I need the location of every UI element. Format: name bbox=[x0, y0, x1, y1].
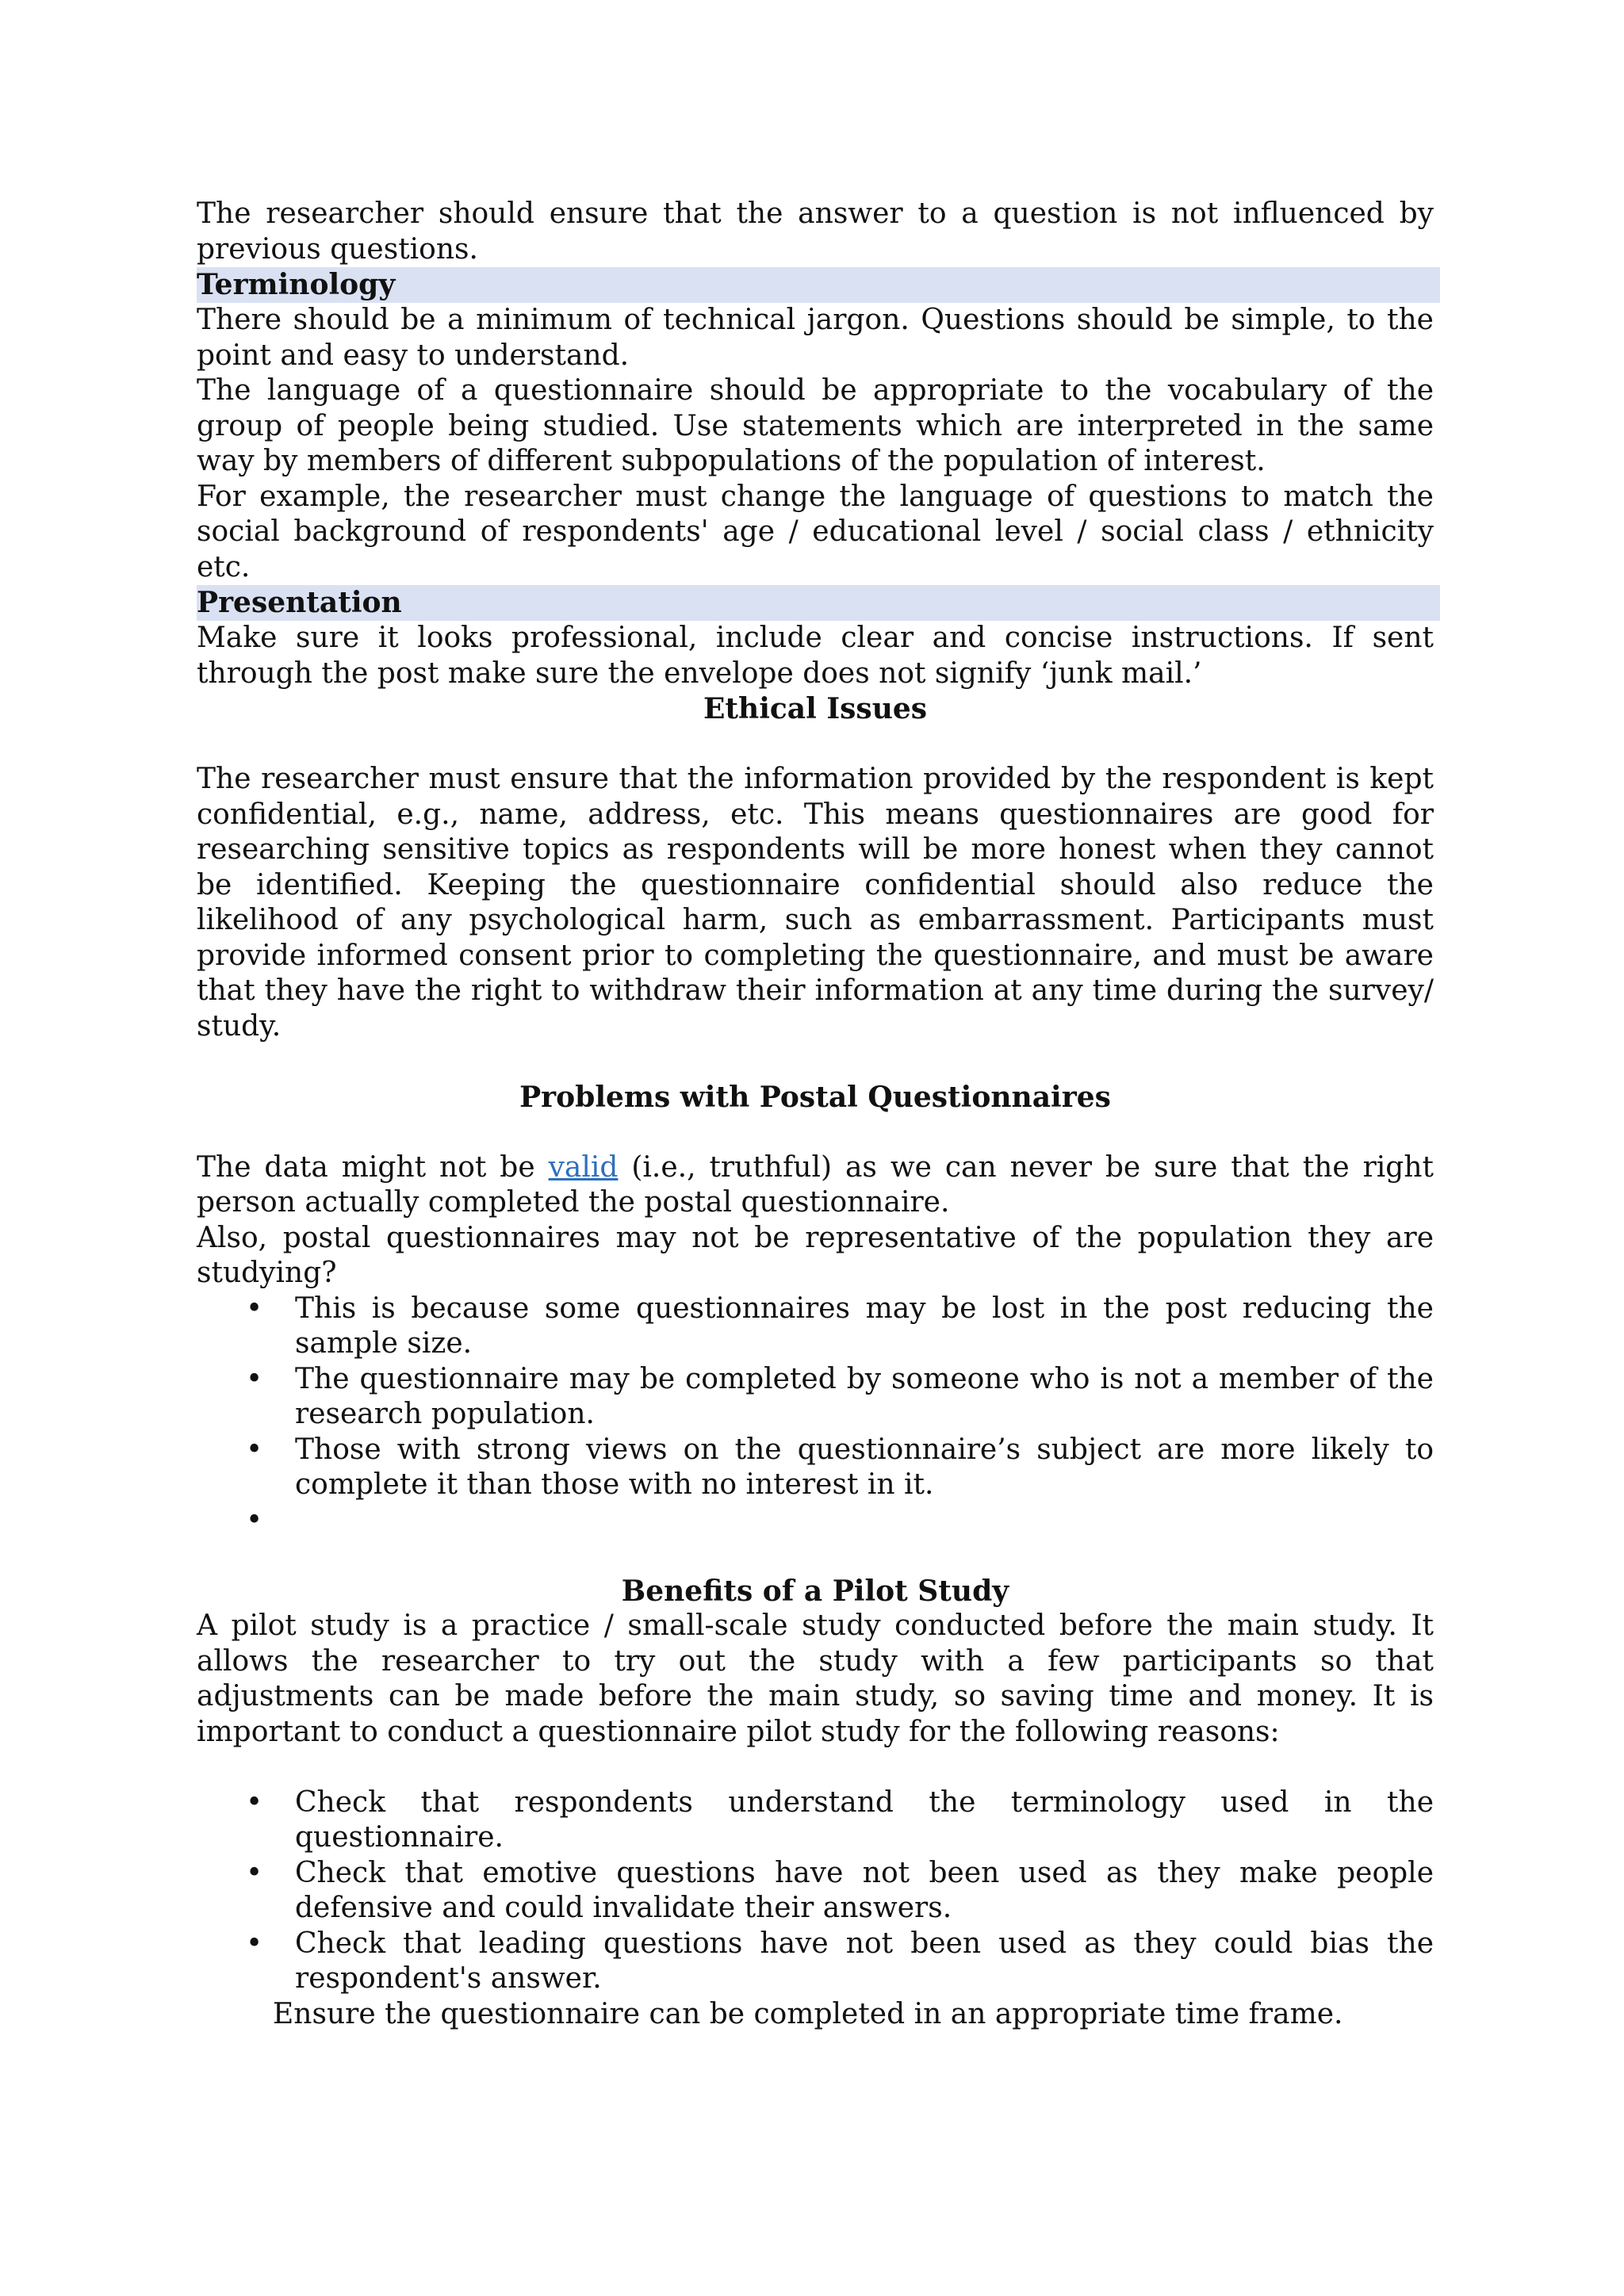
pilot-closing-line: Ensure the questionnaire can be completed in an appropriate time frame. bbox=[273, 1997, 1343, 2030]
postal-paragraph-1: The data might not be valid (i.e., truthful) as we can never be sure that the right person actually completed the postal questionnaire. bbox=[197, 1150, 1434, 1219]
presentation-paragraph: Make sure it looks professional, include clear and concise instructions. If sent through the post make sure the envelope does not signify ‘junk mail.’ bbox=[197, 622, 1434, 690]
list-item: • The questionnaire may be completed by someone who is not a member of the research population. bbox=[295, 1362, 1434, 1433]
valid-link[interactable]: valid bbox=[548, 1150, 619, 1184]
terminology-paragraph-2: The language of a questionnaire should be appropriate to the vocabulary of the group of people being studied. Use statements which are interpreted in the same way by members of different subpopulations of the population of interest. bbox=[197, 374, 1434, 477]
ethical-issues-paragraph: The researcher must ensure that the information provided by the respondent is kept confidential, e.g., name, address, etc. This means questionnaires are good for researching sensitive topics as respondents will be more honest when they cannot be identified. Keeping the questionnaire confidential should also reduce the likelihood of any psychological harm, such as embarrassment. Participants must provide informed consent prior to completing the questionnaire, and must be aware that they have the right to withdraw their information at any time during the survey/ study. bbox=[197, 763, 1434, 1043]
terminology-heading: Terminology bbox=[197, 267, 1440, 303]
presentation-heading: Presentation bbox=[197, 585, 1440, 621]
list-item: • Check that respondents understand the terminology used in the questionnaire. bbox=[295, 1785, 1434, 1856]
pilot-bullet-list bbox=[197, 1785, 1434, 1997]
list-item: • Check that leading questions have not been used as they could bias the respondent's answer. bbox=[295, 1927, 1434, 1997]
document-page bbox=[197, 197, 1434, 2032]
ethical-issues-title: Ethical Issues bbox=[703, 692, 928, 725]
terminology-paragraph-3: For example, the researcher must change the language of questions to match the social background of respondents' age / educational level / social class / ethnicity etc. bbox=[197, 480, 1434, 584]
postal-problems-title: Problems with Postal Questionnaires bbox=[519, 1080, 1111, 1114]
pilot-study-paragraph: A pilot study is a practice / small-scale study conducted before the main study. It allows the researcher to try out the study with a few participants so that adjustments can be made before the main study, so saving time and money. It is important to conduct a questionnaire pilot study for the following reasons: bbox=[197, 1609, 1434, 1748]
terminology-paragraph-1: There should be a minimum of technical jargon. Questions should be simple, to the point and easy to understand. bbox=[197, 304, 1434, 372]
pilot-study-title: Benefits of a Pilot Study bbox=[621, 1574, 1009, 1608]
list-item bbox=[295, 1503, 1434, 1539]
postal-bullet-list bbox=[197, 1292, 1434, 1539]
list-item: • Check that emotive questions have not been used as they make people defensive and could invalidate their answers. bbox=[295, 1856, 1434, 1927]
intro-paragraph: The researcher should ensure that the answer to a question is not influenced by previous questions. bbox=[197, 197, 1434, 266]
list-item: • Those with strong views on the questionnaire’s subject are more likely to complete it than those with no interest in it. bbox=[295, 1433, 1434, 1503]
list-item: • This is because some questionnaires may be lost in the post reducing the sample size. bbox=[295, 1292, 1434, 1362]
postal-paragraph-2: Also, postal questionnaires may not be representative of the population they are studying? bbox=[197, 1221, 1434, 1289]
